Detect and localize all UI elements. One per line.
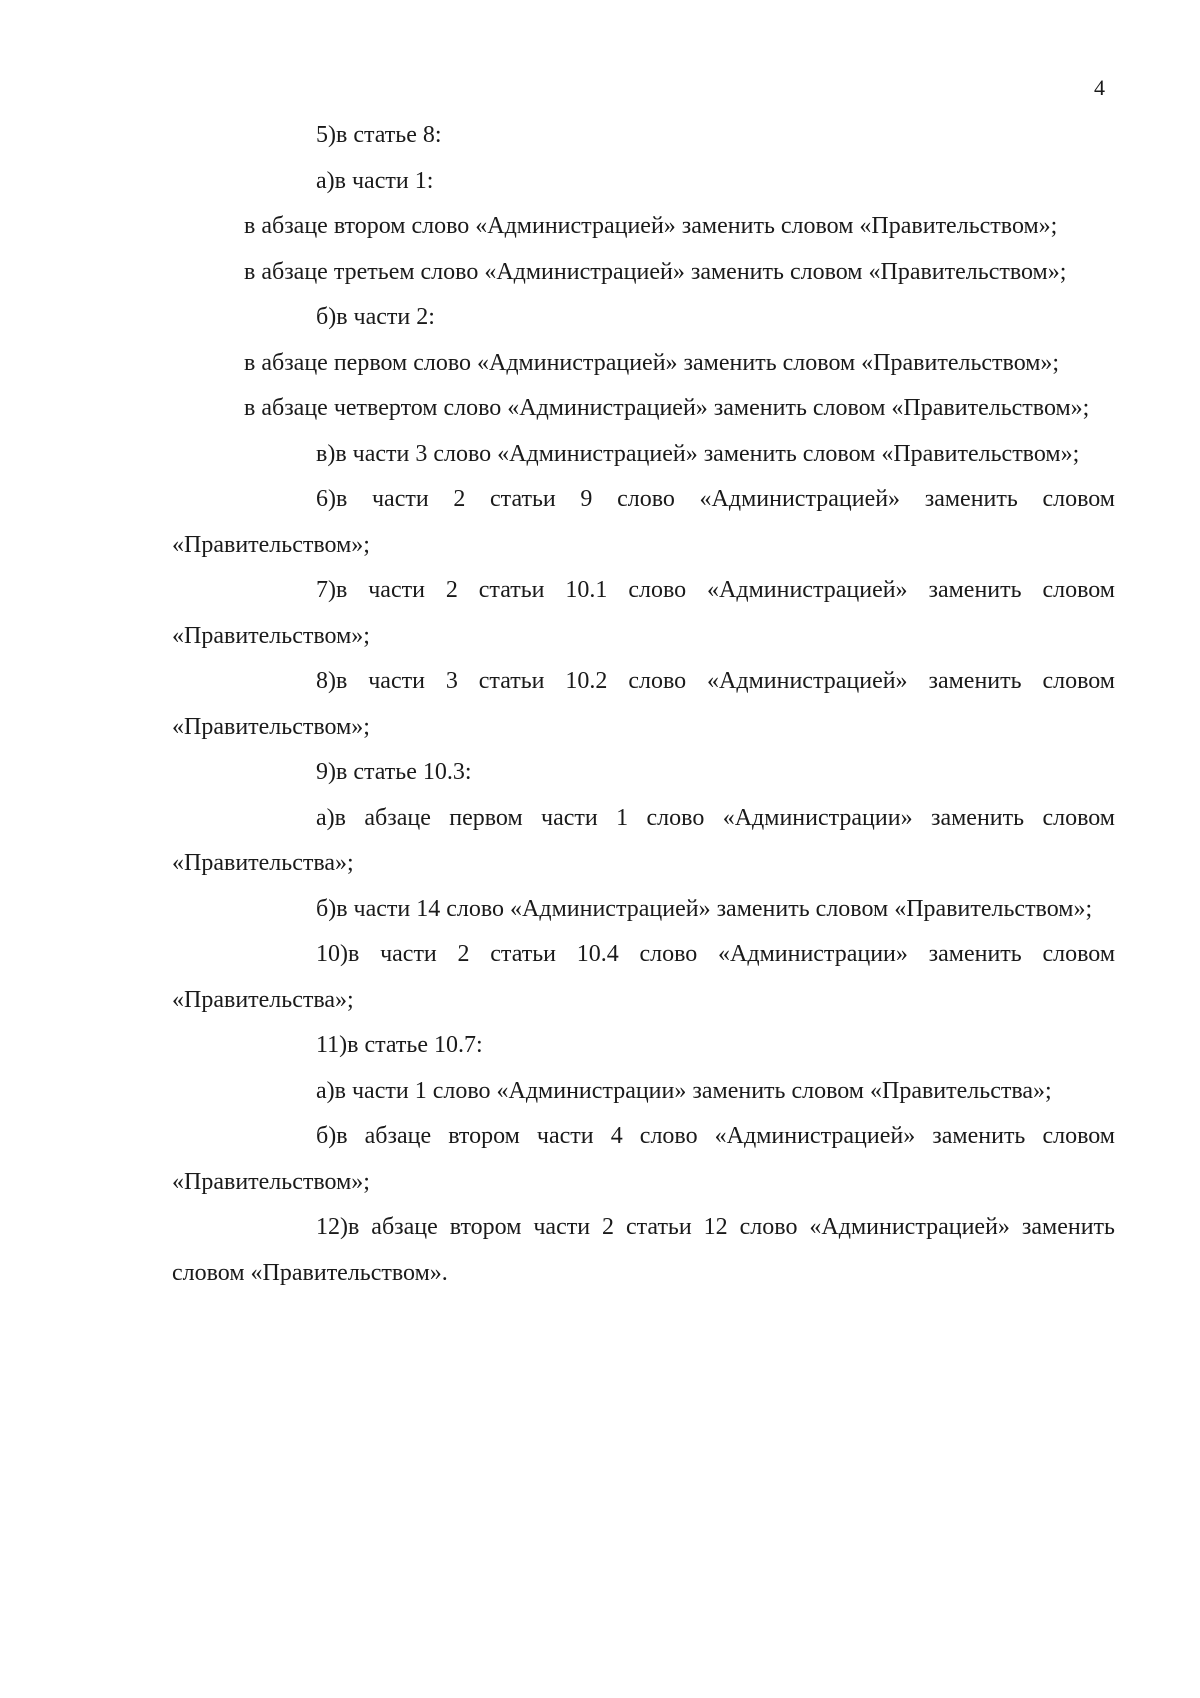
paragraph-text: в части 3 слово «Администрацией» заменить словом «Правительством»; — [335, 440, 1080, 467]
paragraph-text: в абзаце четвертом слово «Администрацией» заменить словом «Правительством»; — [244, 395, 1090, 421]
paragraph-text: в части 1: — [334, 167, 434, 194]
paragraph-marker: 6) — [316, 486, 336, 512]
document-body — [172, 113, 1115, 1296]
paragraph-7 — [172, 568, 1115, 659]
paragraph-5b-1 — [172, 341, 1115, 387]
paragraph-5v — [172, 432, 1115, 478]
paragraph-12 — [172, 1205, 1115, 1296]
paragraph-text: в части 2 статьи 10.4 слово «Администрации» заменить словом «Правительства»; — [172, 941, 1115, 1013]
paragraph-marker: 5) — [316, 122, 336, 148]
paragraph-5 — [172, 113, 1115, 159]
paragraph-text: в абзаце первом части 1 слово «Администрации» заменить словом «Правительства»; — [172, 804, 1115, 876]
paragraph-text: в абзаце третьем слово «Администрацией» заменить словом «Правительством»; — [244, 258, 1067, 285]
paragraph-text: в части 1 слово «Администрации» заменить словом «Правительства»; — [334, 1077, 1052, 1104]
paragraph-text: в части 3 статьи 10.2 слово «Администрацией» заменить словом «Правительством»; — [172, 668, 1115, 740]
paragraph-11b — [172, 1114, 1115, 1205]
paragraph-text: в статье 10.7: — [347, 1032, 483, 1058]
paragraph-9a — [172, 796, 1115, 887]
paragraph-marker: 7) — [316, 577, 336, 603]
paragraph-text: в части 2: — [336, 304, 435, 330]
paragraph-text: в статье 8: — [336, 122, 442, 148]
paragraph-marker: в) — [316, 440, 336, 467]
paragraph-marker: 12) — [316, 1214, 348, 1240]
paragraph-11a — [172, 1069, 1115, 1115]
paragraph-marker: б) — [316, 895, 337, 922]
paragraph-marker: 9) — [316, 759, 336, 785]
paragraph-text: в абзаце первом слово «Администрацией» заменить словом «Правительством»; — [244, 349, 1060, 376]
paragraph-text: в абзаце втором части 4 слово «Администрацией» заменить словом «Правительством»; — [172, 1123, 1115, 1195]
paragraph-text: в статье 10.3: — [336, 759, 472, 785]
paragraph-text: в части 2 статьи 10.1 слово «Администрацией» заменить словом «Правительством»; — [172, 577, 1115, 649]
page-number: 4 — [1094, 75, 1105, 100]
paragraph-marker: а) — [316, 804, 335, 831]
paragraph-marker: б) — [316, 304, 337, 330]
paragraph-9b — [172, 887, 1115, 933]
paragraph-10 — [172, 932, 1115, 1023]
paragraph-9 — [172, 750, 1115, 796]
paragraph-text: в части 14 слово «Администрацией» заменить словом «Правительством»; — [336, 895, 1093, 922]
paragraph-5a-1 — [172, 204, 1115, 250]
paragraph-marker: 10) — [316, 941, 348, 967]
paragraph-5a — [172, 159, 1115, 205]
paragraph-6 — [172, 477, 1115, 568]
paragraph-11 — [172, 1023, 1115, 1069]
paragraph-marker: а) — [316, 167, 335, 194]
paragraph-5a-2 — [172, 250, 1115, 296]
paragraph-text: в абзаце втором части 2 статьи 12 слово «Администрацией» заменить словом «Правительством». — [172, 1214, 1115, 1286]
paragraph-5b-2 — [172, 386, 1115, 432]
paragraph-text: в части 2 статьи 9 слово «Администрацией» заменить словом «Правительством»; — [172, 486, 1115, 558]
paragraph-marker: 8) — [316, 668, 336, 694]
paragraph-marker: а) — [316, 1077, 335, 1104]
paragraph-marker: 11) — [316, 1032, 348, 1058]
paragraph-marker: б) — [316, 1123, 337, 1149]
paragraph-5b — [172, 295, 1115, 341]
paragraph-text: в абзаце втором слово «Администрацией» заменить словом «Правительством»; — [244, 213, 1058, 239]
paragraph-8 — [172, 659, 1115, 750]
